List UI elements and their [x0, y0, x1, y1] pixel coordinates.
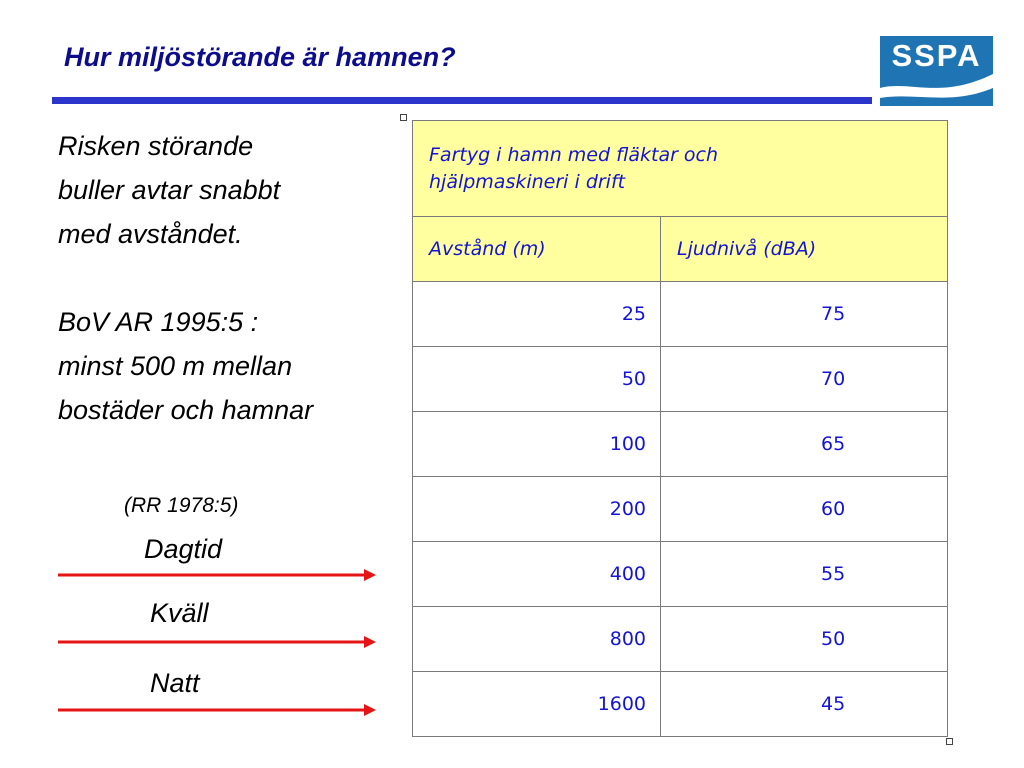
distance-cell: 1600 — [413, 672, 661, 737]
para2-line1: BoV AR 1995:5 : — [58, 307, 259, 337]
level-cell: 75 — [661, 282, 948, 347]
selection-handle-top[interactable] — [400, 114, 407, 121]
level-cell: 65 — [661, 412, 948, 477]
table-row — [413, 412, 948, 477]
distance-cell: 25 — [413, 282, 661, 347]
arrow-night-icon — [58, 703, 378, 717]
table-row — [413, 672, 948, 737]
level-cell: 55 — [661, 542, 948, 607]
table-caption-line2: hjälpmaskineri i drift — [429, 170, 626, 193]
noise-table — [412, 120, 948, 737]
column-header-distance: Avstånd (m) — [413, 217, 661, 282]
time-label-day: Dagtid — [144, 534, 223, 564]
table-caption-line1: Fartyg i hamn med fläktar och — [429, 143, 719, 166]
para2-line3: bostäder och hamnar — [58, 395, 314, 425]
arrow-evening-icon — [58, 635, 378, 649]
distance-cell: 400 — [413, 542, 661, 607]
sspa-logo — [880, 36, 993, 106]
distance-cell: 100 — [413, 412, 661, 477]
logo-text: SSPA — [891, 38, 982, 73]
level-cell: 60 — [661, 477, 948, 542]
time-label-night: Natt — [150, 668, 200, 698]
table-row — [413, 542, 948, 607]
column-header-level: Ljudnivå (dBA) — [661, 217, 948, 282]
para1-line2: buller avtar snabbt — [58, 175, 281, 205]
table-row — [413, 347, 948, 412]
left-text-block — [58, 124, 398, 432]
distance-cell: 200 — [413, 477, 661, 542]
slide-title: Hur miljöstörande är hamnen? — [64, 42, 456, 72]
table-row — [413, 607, 948, 672]
arrow-day-icon — [58, 568, 378, 582]
distance-cell: 50 — [413, 347, 661, 412]
reference-text: (RR 1978:5) — [124, 494, 239, 517]
para1-line3: med avståndet. — [58, 219, 243, 249]
table-caption — [413, 121, 948, 217]
para2-line2: minst 500 m mellan — [58, 351, 293, 381]
distance-cell: 800 — [413, 607, 661, 672]
time-label-evening: Kväll — [150, 598, 209, 628]
para1-line1: Risken störande — [58, 131, 254, 161]
level-cell: 70 — [661, 347, 948, 412]
table-row — [413, 282, 948, 347]
level-cell: 50 — [661, 607, 948, 672]
title-underline — [52, 97, 872, 104]
selection-handle-bottom[interactable] — [946, 738, 953, 745]
logo-wave-icon — [880, 36, 993, 106]
table-row — [413, 477, 948, 542]
noise-table-container — [412, 120, 948, 738]
level-cell: 45 — [661, 672, 948, 737]
